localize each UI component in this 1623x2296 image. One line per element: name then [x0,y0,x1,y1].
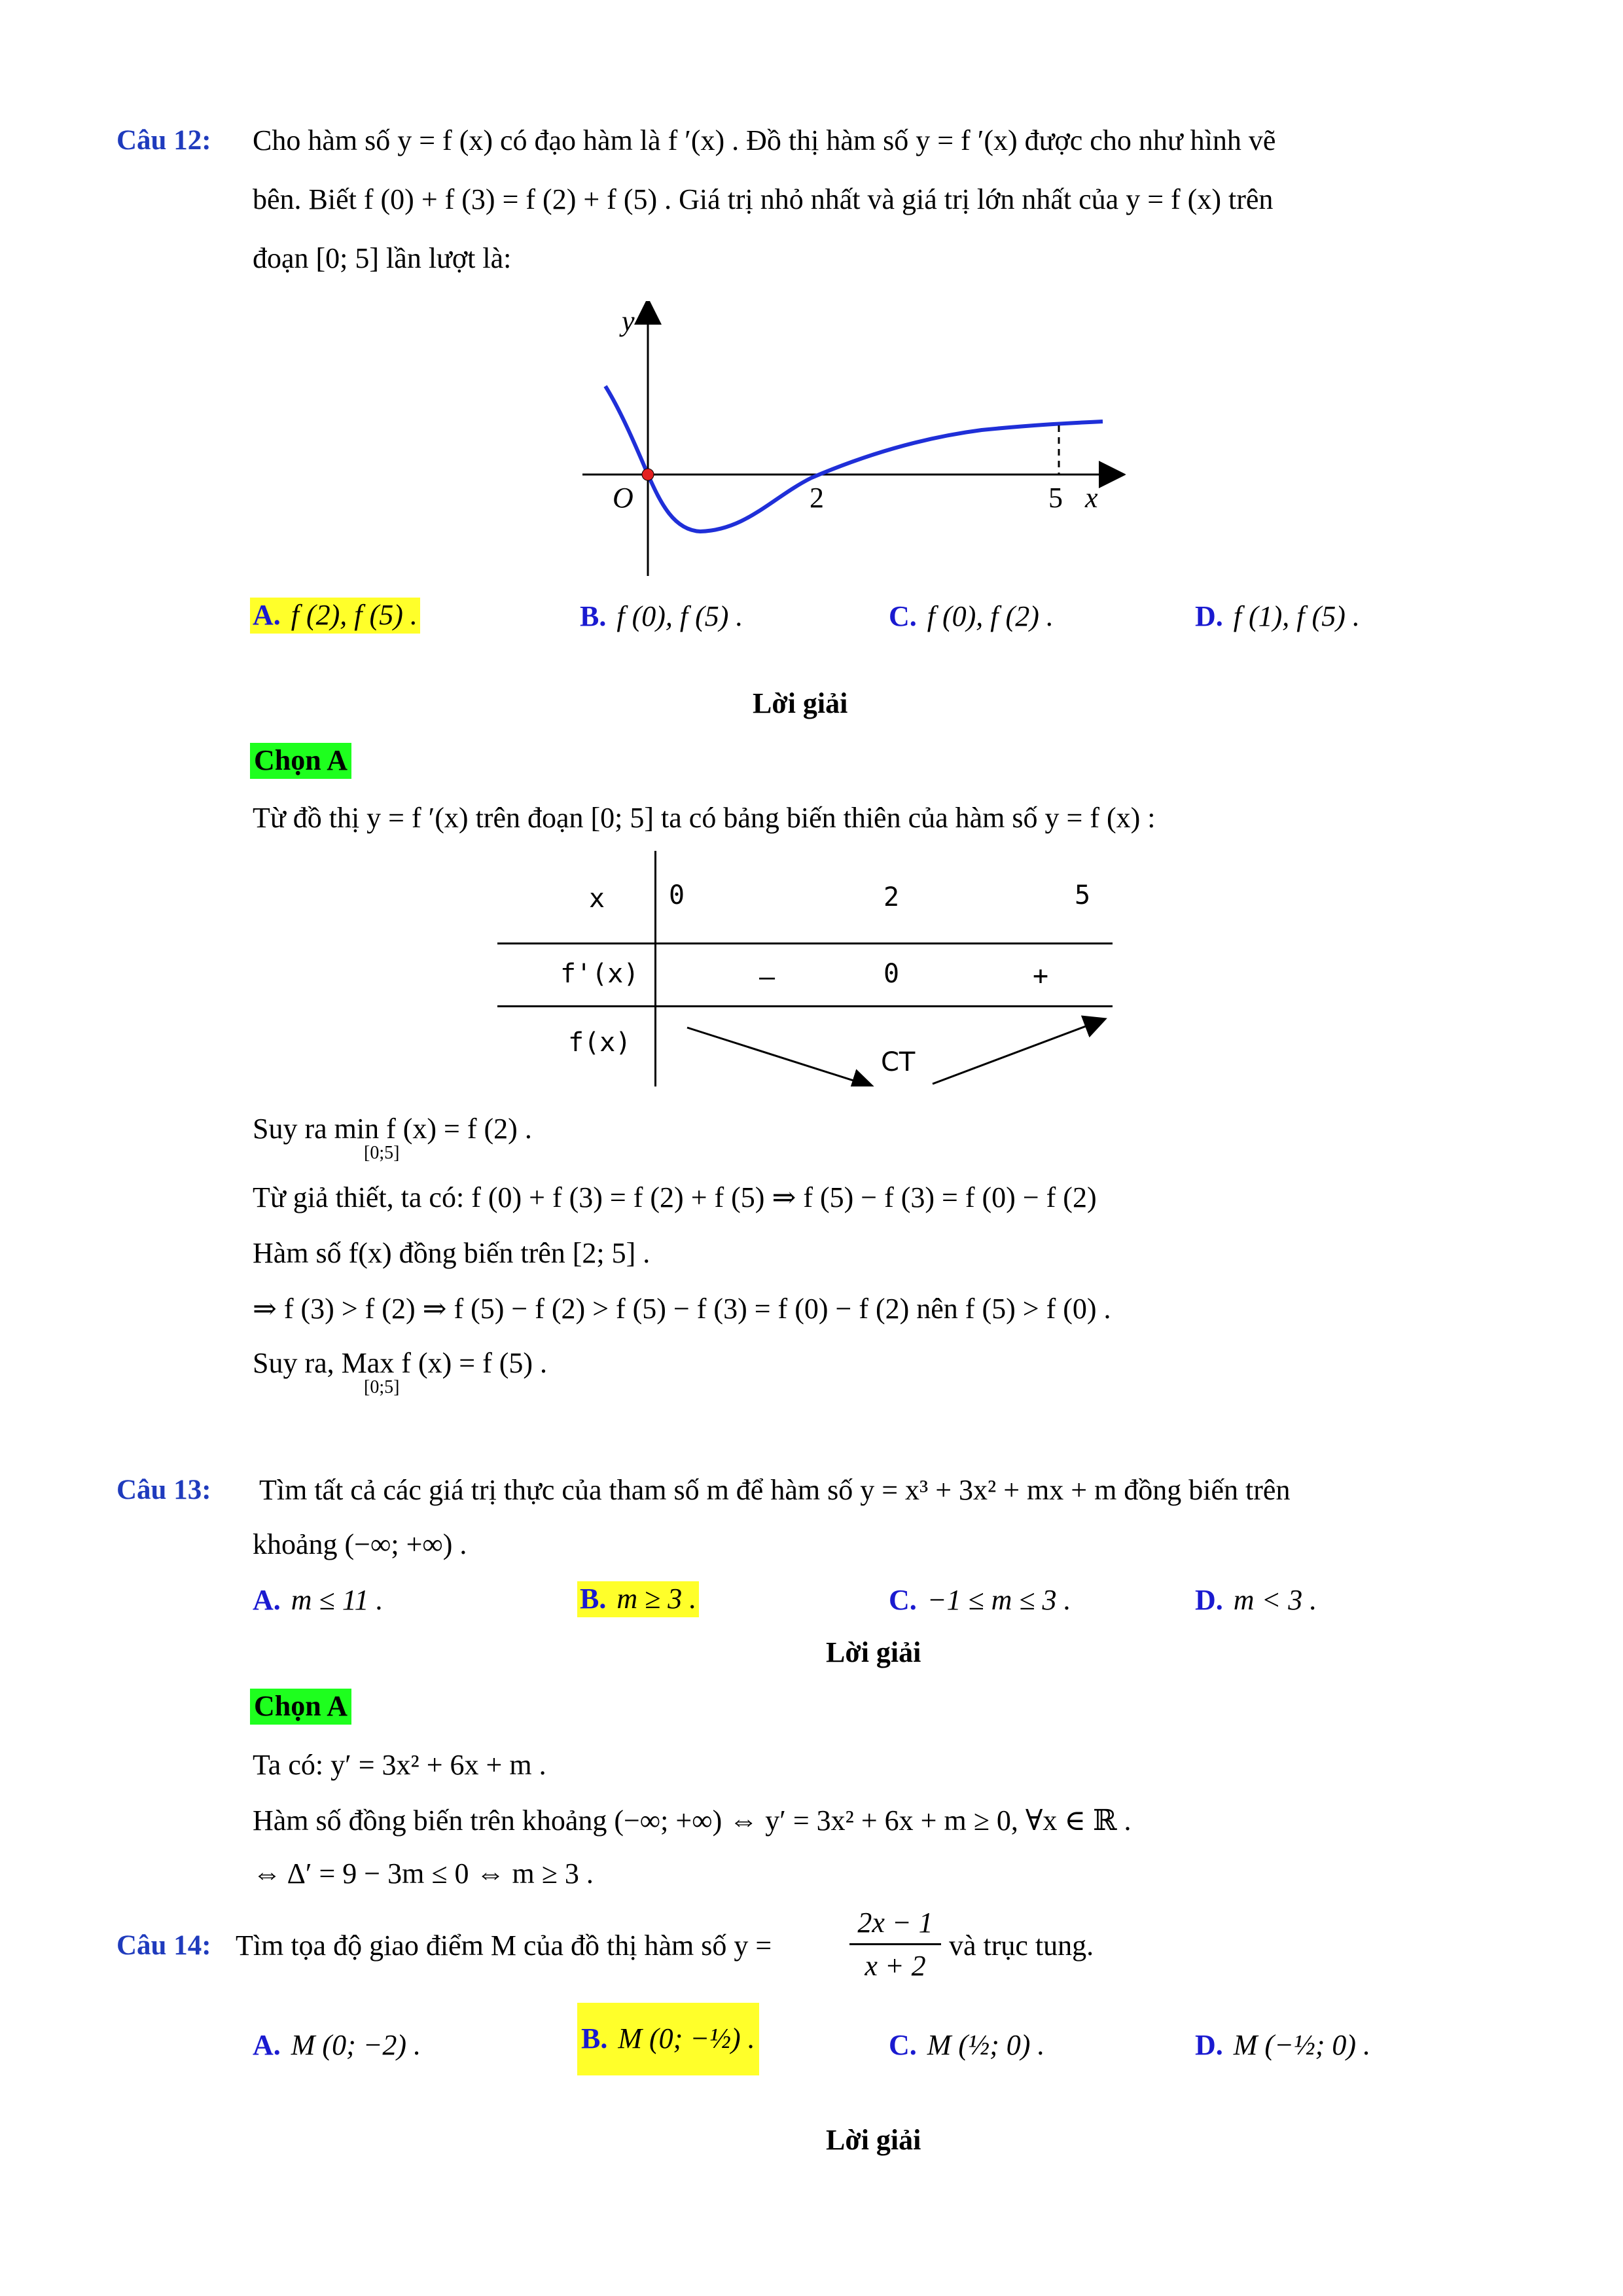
q14-fraction-numerator: 2x − 1 [849,1906,941,1945]
q12-option-a[interactable]: A. f (2), f (5) . [250,598,420,634]
question-13-line-2: khoảng (−∞; +∞) . [253,1528,467,1560]
question-12-line-2: bên. Biết f (0) + f (3) = f (2) + f (5) . Giá trị nhỏ nhất và giá trị lớn nhất của y = f (x) trên [253,183,1274,215]
table-row-x-label: x [589,884,605,914]
q13-option-a[interactable]: A. m ≤ 11 . [253,1584,383,1616]
q12-max-subscript: [0;5] [364,1377,400,1397]
origin-label: O [613,482,633,514]
q14-fraction [849,1906,941,1982]
q12-option-b[interactable]: B. f (0), f (5) . [580,600,743,632]
question-12-line-3: đoạn [0; 5] lần lượt là: [253,242,512,274]
q14-option-a[interactable]: A. M (0; −2) . [253,2029,421,2061]
q14-option-c[interactable]: C. M (½; 0) . [889,2029,1045,2061]
table-sign-zero: 0 [883,959,900,989]
origin-point [642,469,654,480]
q12-choice-badge: Chọn A [250,743,351,779]
increasing-arrow [933,1022,1096,1084]
table-row-fprime-label: f'(x) [560,959,639,989]
q13-solution-line-1: Ta có: y′ = 3x² + 6x + m . [253,1749,546,1781]
q14-solution-title: Lời giải [826,2124,921,2156]
q12-min-subscript: [0;5] [364,1143,400,1163]
tick-label-5: 5 [1048,482,1063,514]
table-x-2: 2 [883,882,900,912]
q13-option-b[interactable]: B. m ≥ 3 . [577,1581,699,1617]
derivative-graph [576,301,1126,589]
decreasing-arrow [687,1028,864,1084]
question-13-label: Câu 13: [116,1475,211,1505]
q12-solution-line-4: Hàm số f(x) đồng biến trên [2; 5] . [253,1237,651,1269]
question-14-label: Câu 14: [116,1930,211,1961]
q14-option-b[interactable]: B. M (0; −½) . [577,2003,759,2075]
x-axis-label: x [1085,482,1098,514]
q13-option-c[interactable]: C. −1 ≤ m ≤ 3 . [889,1584,1071,1616]
q14-option-d[interactable]: D. M (−½; 0) . [1195,2029,1371,2061]
y-axis-label: y [622,305,635,337]
question-13-line-1: Tìm tất cả các giá trị thực của tham số m để hàm số y = x³ + 3x² + mx + m đồng biến trên [259,1474,1291,1506]
table-arrows [497,851,1113,1086]
derivative-curve [605,386,1103,531]
q12-solution-line-1: Từ đồ thị y = f ′(x) trên đoạn [0; 5] ta có bảng biến thiên của hàm số y = f (x) : [253,802,1156,834]
tick-label-2: 2 [810,482,824,514]
table-ct-label: CT [881,1047,916,1077]
q12-option-d[interactable]: D. f (1), f (5) . [1195,600,1360,632]
q14-fraction-denominator: x + 2 [865,1950,926,1982]
table-sign-plus: + [1033,961,1049,991]
q12-solution-line-6: Suy ra, Max f (x) = f (5) . [253,1347,548,1379]
q13-choice-badge: Chọn A [250,1689,351,1725]
table-sign-minus: – [759,962,776,992]
question-12-line-1: Cho hàm số y = f (x) có đạo hàm là f ′(x) . Đồ thị hàm số y = f ′(x) được cho như hình vẽ [253,124,1276,156]
q12-solution-line-5: ⇒ f (3) > f (2) ⇒ f (5) − f (2) > f (5) − f (3) = f (0) − f (2) nên f (5) > f (0) . [253,1293,1111,1325]
table-x-5: 5 [1075,880,1091,910]
variation-table [497,851,1113,1086]
q12-solution-title: Lời giải [753,687,848,719]
question-14-line-1-pre: Tìm tọa độ giao điểm M của đồ thị hàm số y = [236,1929,772,1962]
q13-option-d[interactable]: D. m < 3 . [1195,1584,1317,1616]
q13-solution-line-2: Hàm số đồng biến trên khoảng (−∞; +∞) ⇔ y′ = 3x² + 6x + m ≥ 0, ∀x ∈ ℝ . [253,1804,1132,1837]
q13-solution-title: Lời giải [826,1636,921,1668]
q12-solution-line-3: Từ giả thiết, ta có: f (0) + f (3) = f (2) + f (5) ⇒ f (5) − f (3) = f (0) − f (2) [253,1181,1097,1213]
q12-solution-line-2: Suy ra min f (x) = f (2) . [253,1113,532,1145]
question-12-label: Câu 12: [116,125,211,156]
question-14-line-1-post: và trục tung. [949,1929,1094,1962]
table-row-f-label: f(x) [568,1028,632,1058]
table-x-0: 0 [669,880,685,910]
q12-option-c[interactable]: C. f (0), f (2) . [889,600,1054,632]
q13-solution-line-3: ⇔ Δ′ = 9 − 3m ≤ 0 ⇔ m ≥ 3 . [253,1857,594,1890]
